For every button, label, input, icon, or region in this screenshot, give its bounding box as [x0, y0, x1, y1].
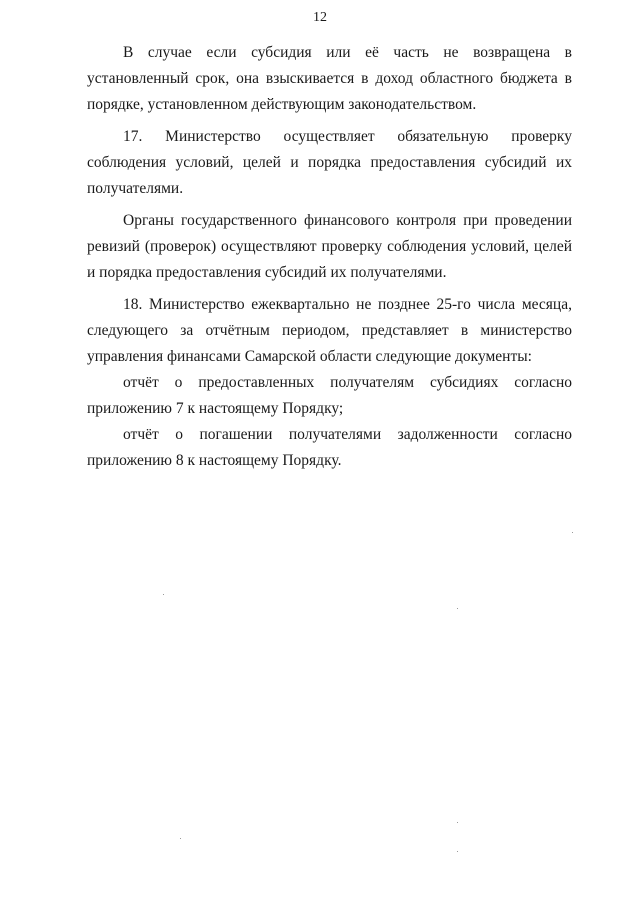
paragraph-item-17: 17. Министерство осуществляет обязательную проверку соблюдения условий, целей и порядка предоставления субсидий их получателями.: [87, 128, 572, 197]
paragraph-report-appendix-8: отчёт о погашении получателями задолженности согласно приложению 8 к настоящему Порядку.: [87, 426, 572, 469]
scan-speck: [457, 851, 458, 852]
scan-speck: [457, 822, 458, 823]
scan-speck: [572, 532, 573, 533]
paragraph-report-appendix-7: отчёт о предоставленных получателям субсидиях согласно приложению 7 к настоящему Порядку;: [87, 374, 572, 417]
scan-speck: [180, 838, 181, 839]
paragraph-financial-control: Органы государственного финансового контроля при проведении ревизий (проверок) осуществляют проверку соблюдения условий, целей и порядка предоставления субсидий их получателями.: [87, 212, 572, 281]
paragraph-subsidy-return: В случае если субсидия или её часть не возвращена в установленный срок, она взыскивается в доход областного бюджета в порядке, установленном действующим законодательством.: [87, 44, 572, 113]
scan-speck: [163, 594, 164, 595]
scan-speck: [457, 608, 458, 609]
paragraph-item-18: 18. Министерство ежеквартально не позднее 25-го числа месяца, следующего за отчётным периодом, представляет в министерство управления финансами Самарской области следующие документы:: [87, 296, 572, 365]
document-body: [87, 40, 572, 474]
page-number: 12: [313, 10, 327, 25]
